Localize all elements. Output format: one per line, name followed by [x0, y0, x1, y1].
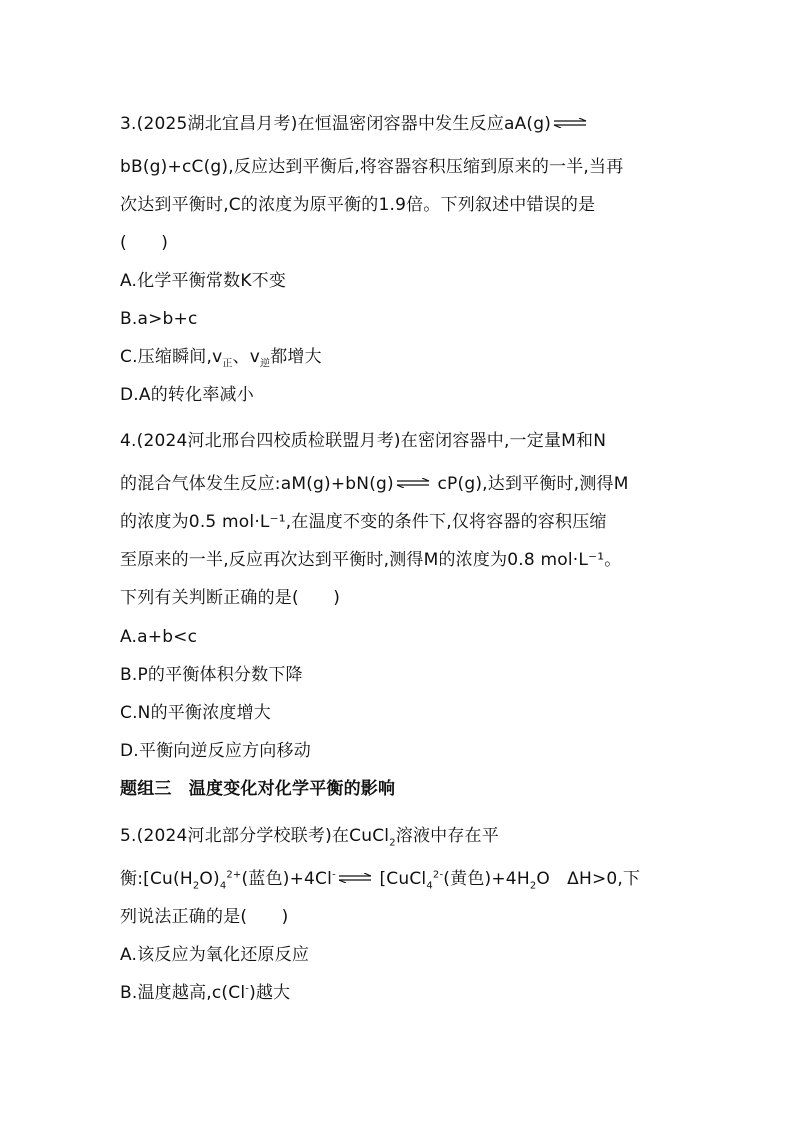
equilibrium-arrow-icon: [553, 118, 587, 128]
q3-option-d: D.A的转化率减小: [120, 385, 254, 405]
q4-line-5: 下列有关判断正确的是( ): [120, 588, 341, 608]
q4-line-4: 至原来的一半,反应再次达到平衡时,测得M的浓度为0.8 mol·L⁻¹。: [120, 550, 622, 570]
q3-line-4: ( ): [120, 233, 169, 253]
q3-line-1: 3.(2025湖北宜昌月考)在恒温密闭容器中发生反应aA(g): [120, 114, 589, 134]
q4-line-1: 4.(2024河北邢台四校质检联盟月考)在密闭容器中,一定量M和N: [120, 431, 607, 451]
q4-option-a: A.a+b<c: [120, 627, 198, 647]
section-heading: 题组三 温度变化对化学平衡的影响: [120, 779, 396, 799]
equilibrium-arrow-icon: [396, 478, 430, 488]
q5-option-a: A.该反应为氧化还原反应: [120, 945, 310, 965]
q5-line-1: 5.(2024河北部分学校联考)在CuCl$_2$溶液中存在平: [120, 826, 499, 849]
equilibrium-arrow-icon: [338, 873, 372, 883]
q4-option-c: C.N的平衡浓度增大: [120, 703, 271, 723]
q3-line-3: 次达到平衡时,C的浓度为原平衡的1.9倍。下列叙述中错误的是: [120, 195, 596, 215]
q3-option-b: B.a>b+c: [120, 309, 198, 329]
q4-line-3: 的浓度为0.5 mol·L⁻¹,在温度不变的条件下,仅将容器的容积压缩: [120, 512, 607, 532]
q4-option-b: B.P的平衡体积分数下降: [120, 665, 303, 685]
q3-option-c: C.压缩瞬间$,v_正$、$v_逆$都增大: [120, 347, 322, 370]
q4-option-d: D.平衡向逆反应方向移动: [120, 741, 311, 761]
q5-line-3: 列说法正确的是( ): [120, 907, 289, 927]
q4-line-2: 的混合气体发生反应:aM(g)+bN(g) cP(g),达到平衡时,测得M: [120, 474, 629, 494]
q3-option-a: A.化学平衡常数K不变: [120, 271, 287, 291]
q3-line-2: bB(g)+cC(g),反应达到平衡后,将容器容积压缩到原来的一半,当再: [120, 157, 624, 177]
q5-option-b: B.温度越高,c(Cl-)越大: [120, 983, 291, 1003]
q5-line-2: 衡$:[Cu(H_2O)_4^{2+}$(蓝色)+4Cl- [CuCl$_4^{2-}$(黄色)$+4H_2O$ ΔH>0,下: [120, 869, 641, 892]
